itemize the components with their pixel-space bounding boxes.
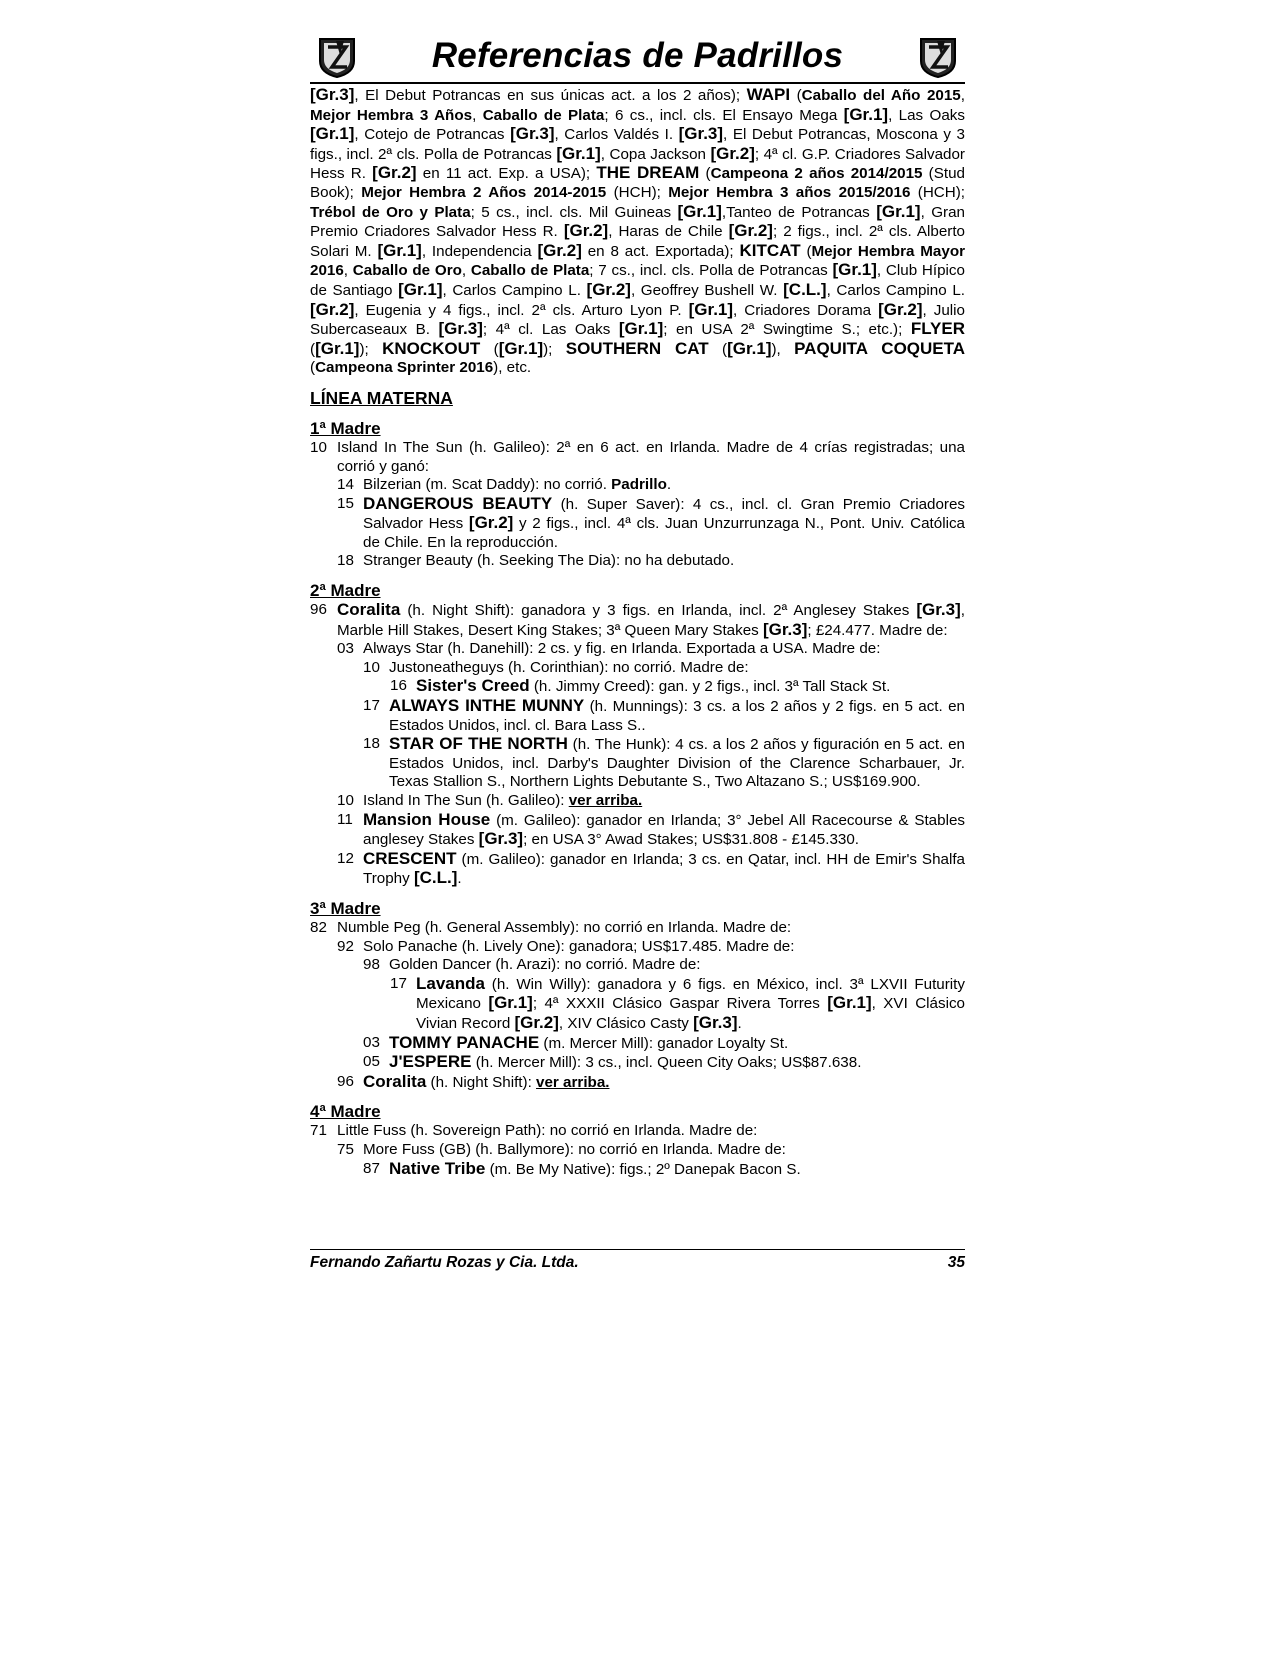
- text-run: [Gr.1]: [843, 104, 889, 124]
- text-run: (HCH);: [606, 183, 669, 201]
- text-run: ,: [343, 262, 353, 280]
- text-run: , Marble Hill Stakes, Desert King Stakes; 3ª Queen Mary Stakes: [337, 602, 965, 639]
- pedigree-entry: [310, 1160, 965, 1180]
- entry-year: 96: [310, 601, 327, 619]
- text-run: [Gr.1]: [827, 993, 872, 1013]
- text-run: [Gr.1]: [677, 201, 722, 221]
- text-run: [Gr.1]: [618, 319, 664, 339]
- text-run: Stranger Beauty (h. Seeking The Dia): no ha debutado.: [363, 552, 735, 570]
- text-run: ; 6 cs., incl. cls. El Ensayo Mega: [604, 106, 844, 124]
- pedigree-entry: [310, 1122, 965, 1141]
- text-run: (m. Be My Native): figs.; 2º Danepak Bacon S.: [485, 1160, 801, 1178]
- pedigree-entry: [310, 677, 965, 697]
- text-run: [Gr.3]: [762, 619, 808, 639]
- text-run: [Gr.3]: [438, 319, 483, 339]
- text-run: (m. Galileo): ganador en Irlanda; 3 cs. en Qatar, incl. HH de Emir's Shalfa Trophy: [363, 850, 965, 888]
- text-run: , Carlos Campino L.: [442, 281, 587, 299]
- text-run: Campeona Sprinter 2016: [315, 359, 494, 377]
- entry-year: 14: [337, 476, 354, 494]
- madre-heading: 1ª Madre: [310, 418, 381, 438]
- entry-year: 03: [363, 1033, 380, 1051]
- text-run: Mejor Hembra 3 Años: [310, 106, 473, 124]
- pedigree-entry: [310, 439, 965, 476]
- text-run: Island In The Sun (h. Galileo):: [363, 792, 569, 809]
- text-run: [Gr.3]: [693, 1012, 738, 1032]
- entry-year: 17: [390, 974, 407, 992]
- text-run: (: [800, 242, 812, 260]
- text-run: [Gr.2]: [710, 143, 755, 163]
- text-run: [Gr.1]: [488, 993, 533, 1013]
- text-run: [Gr.2]: [563, 221, 609, 241]
- text-run: Native Tribe: [389, 1158, 486, 1178]
- pedigree-entry: [310, 735, 965, 792]
- text-run: , Carlos Campino L.: [826, 281, 965, 299]
- text-run: ; 4ª cl. G.P. Criadores Salvador Hess R.: [310, 145, 965, 183]
- text-run: ,: [461, 262, 471, 280]
- entry-year: 96: [337, 1072, 354, 1090]
- text-run: [Gr.1]: [498, 338, 544, 358]
- text-run: , Haras de Chile: [608, 223, 729, 241]
- text-run: FLYER: [910, 319, 965, 339]
- text-run: [Gr.2]: [728, 221, 773, 241]
- entry-year: 92: [337, 937, 354, 955]
- text-run: (h. Super Saver): 4 cs., incl. cl. Gran Premio Criadores Salvador Hess: [363, 495, 966, 533]
- text-run: Golden Dancer (h. Arazi): no corrió. Madre de:: [389, 956, 701, 974]
- pedigree-entry: [310, 495, 965, 553]
- page-title: Referencias de Padrillos: [431, 36, 844, 75]
- text-run: (: [310, 340, 316, 358]
- pedigree-entry: [310, 811, 965, 850]
- text-run: [Gr.2]: [310, 299, 355, 319]
- text-run: ALWAYS INTHE MUNNY: [389, 696, 585, 716]
- text-run: KITCAT: [739, 240, 801, 260]
- pedigree-entry: [310, 792, 965, 811]
- text-run: );: [543, 340, 566, 358]
- text-run: Mejor Hembra 2 Años 2014-2015: [361, 183, 607, 201]
- text-run: [Gr.1]: [310, 124, 355, 144]
- text-run: Sister's Creed: [416, 676, 530, 696]
- text-run: (h. Munnings): 3 cs. a los 2 años y 2 figs. en 5 act. en Estados Unidos, incl. cl. Bara Lass S..: [389, 698, 965, 734]
- text-run: [Gr.2]: [537, 240, 582, 260]
- text-run: , Cotejo de Potrancas: [354, 126, 511, 144]
- text-run: (h. Win Willy): ganadora y 6 figs. en México, incl. 3ª LXVII Futurity Mexicano: [416, 975, 965, 1013]
- text-run: , Criadores Dorama: [733, 301, 879, 319]
- text-run: J'ESPERE: [389, 1052, 472, 1072]
- pedigree-entry: [310, 552, 965, 571]
- pedigree-entry: [310, 640, 965, 659]
- text-run: [C.L.]: [413, 868, 458, 888]
- text-run: Justoneatheguys (h. Corinthian): no corrió. Madre de:: [389, 658, 749, 676]
- text-run: Campeona 2 años 2014/2015: [710, 165, 923, 183]
- text-run: [Gr.2]: [372, 163, 417, 183]
- text-run: .: [457, 870, 462, 888]
- text-run: ),: [771, 340, 795, 358]
- text-run: [Gr.3]: [916, 600, 961, 620]
- text-run: ; £24.477. Madre de:: [807, 621, 948, 639]
- text-run: [Gr.3]: [310, 85, 355, 104]
- text-run: , El Debut Potrancas en sus únicas act. a los 2 años);: [354, 87, 747, 104]
- entry-year: 82: [310, 918, 327, 936]
- pedigree-entry: [310, 1053, 965, 1073]
- text-run: , Gran Premio Criadores Salvador Hess R.: [310, 203, 965, 241]
- entry-year: 87: [363, 1159, 380, 1177]
- text-run: , Club Hípico de Santiago: [310, 262, 965, 299]
- text-run: en 8 act. Exportada);: [581, 242, 740, 260]
- text-run: [Gr.3]: [478, 829, 524, 849]
- text-run: , Las Oaks: [888, 106, 965, 124]
- text-run: (: [708, 340, 728, 358]
- text-run: ,: [960, 87, 965, 104]
- pedigree-entry: [310, 975, 965, 1034]
- text-run: (h. Mercer Mill): 3 cs., incl. Queen City Oaks; US$87.638.: [471, 1054, 862, 1072]
- text-run: , Geoffrey Bushell W.: [630, 281, 784, 299]
- document-page: [310, 30, 965, 1179]
- text-run: );: [359, 340, 383, 358]
- text-run: ; 7 cs., incl. cls. Polla de Potrancas: [589, 262, 833, 280]
- entry-year: 15: [337, 494, 354, 512]
- text-run: .: [737, 1014, 742, 1032]
- pedigree-entry: [310, 919, 965, 938]
- pedigree-entry: [310, 697, 965, 735]
- text-run: Solo Panache (h. Lively One): ganadora; US$17.485. Madre de:: [363, 937, 795, 955]
- entry-year: 03: [337, 640, 354, 658]
- text-run: (: [699, 165, 711, 183]
- pedigree-entry: [310, 850, 965, 889]
- text-run: [Gr.2]: [514, 1012, 559, 1032]
- text-run: (m. Galileo): ganador en Irlanda; 3° Jebel All Racecourse & Stables anglesey Stakes: [363, 811, 965, 849]
- text-run: (h. Night Shift):: [426, 1073, 537, 1091]
- pedigree-entry: [310, 659, 965, 678]
- text-run: Little Fuss (h. Sovereign Path): no corrió en Irlanda. Madre de:: [337, 1122, 758, 1140]
- text-run: WAPI: [746, 85, 791, 104]
- text-run: , Copa Jackson: [600, 145, 711, 163]
- pedigree-entry: [310, 601, 965, 640]
- text-run: ; 4ª XXXII Clásico Gaspar Rivera Torres: [532, 995, 828, 1013]
- text-run: ; en USA 2ª Swingtime S.; etc.);: [663, 321, 911, 339]
- text-run: (h. Night Shift): ganadora y 3 figs. en Irlanda, incl. 2ª Anglesey Stakes: [400, 602, 917, 620]
- text-run: .: [666, 476, 672, 494]
- text-run: y 2 figs., incl. 4ª cls. Juan Unzurrunzaga N., Pont. Univ. Católica de Chile. En la reproducción.: [363, 515, 965, 551]
- entry-year: 17: [363, 697, 380, 715]
- text-run: Padrillo: [611, 476, 667, 494]
- text-run: Caballo de Plata: [482, 106, 605, 124]
- text-run: [Gr.1]: [398, 279, 443, 299]
- text-run: en 11 act. Exp. a USA);: [416, 165, 597, 183]
- madre-heading: 2ª Madre: [310, 581, 381, 601]
- text-run: , El Debut Potrancas, Moscona y 3 figs., incl. 2ª cls. Polla de Potrancas: [310, 126, 965, 163]
- text-run: Island In The Sun (h. Galileo): 2ª en 6 act. en Irlanda. Madre de 4 crías registradas; una corrió y ganó:: [337, 438, 965, 475]
- text-run: ), etc.: [493, 359, 532, 377]
- text-run: [Gr.1]: [688, 299, 734, 319]
- text-run: Mansion House: [363, 809, 491, 829]
- text-run: [Gr.3]: [510, 124, 555, 144]
- text-run: Caballo de Plata: [470, 262, 590, 280]
- text-run: [Gr.2]: [586, 279, 631, 299]
- text-run: Lavanda: [416, 973, 485, 993]
- intro-paragraph: [310, 86, 965, 378]
- text-run: Always Star (h. Danehill): 2 cs. y fig. en Irlanda. Exportada a USA. Madre de:: [363, 640, 881, 658]
- text-run: , Independencia: [421, 242, 538, 260]
- text-run: (Stud Book);: [310, 165, 965, 201]
- pedigree-entry: [310, 1141, 965, 1160]
- text-run: (m. Mercer Mill): ganador Loyalty St.: [539, 1034, 789, 1052]
- text-run: , Carlos Valdés I.: [554, 126, 679, 144]
- text-run: [Gr.1]: [315, 338, 360, 358]
- logo-icon: [915, 33, 961, 79]
- entry-year: 71: [310, 1122, 327, 1140]
- text-run: [C.L.]: [783, 279, 827, 299]
- text-run: SOUTHERN CAT: [565, 338, 709, 358]
- entry-year: 12: [337, 849, 354, 867]
- page-number: 35: [947, 1254, 965, 1271]
- text-run: DANGEROUS BEAUTY: [363, 493, 553, 513]
- text-run: Caballo de Oro: [352, 262, 462, 280]
- text-run: [Gr.2]: [468, 513, 514, 533]
- section-title: LÍNEA MATERNA: [310, 387, 453, 408]
- text-run: ,: [472, 106, 483, 124]
- pedigree-entry: [310, 1034, 965, 1054]
- text-run: ,Tanteo de Potrancas: [721, 203, 877, 221]
- text-run: More Fuss (GB) (h. Ballymore): no corrió en Irlanda. Madre de:: [363, 1140, 786, 1158]
- text-run: (h. Jimmy Creed): gan. y 2 figs., incl. 3ª Tall Stack St.: [529, 678, 891, 696]
- text-run: CRESCENT: [363, 848, 457, 868]
- text-run: (h. The Hunk): 4 cs. a los 2 años y figuración en 5 act. en Estados Unidos, incl. Darby's Daughter Division of the Clarence Scharbauer, Jr. Texas Stallion S., Northern Lights Debutante S., Two Altazano S.; US$169.900.: [389, 736, 965, 791]
- entry-year: 10: [363, 658, 380, 676]
- text-run: THE DREAM: [596, 163, 700, 183]
- text-run: Caballo del Año 2015: [801, 87, 961, 104]
- text-run: (: [790, 87, 802, 104]
- text-run: [Gr.1]: [377, 240, 422, 260]
- text-run: Trébol de Oro y Plata: [310, 203, 471, 221]
- text-run: Mejor Hembra 3 años 2015/2016: [668, 183, 911, 201]
- text-run: KNOCKOUT: [382, 338, 481, 358]
- text-run: ; 2 figs., incl. 2ª cls. Alberto Solari M.: [310, 223, 965, 260]
- entry-year: 11: [337, 810, 353, 828]
- cross-reference-link[interactable]: ver arriba.: [536, 1073, 610, 1091]
- text-run: [Gr.1]: [727, 338, 772, 358]
- text-run: , Julio Subercaseaux B.: [310, 301, 966, 339]
- text-run: (: [480, 340, 499, 358]
- text-run: , Eugenia y 4 figs., incl. 2ª cls. Arturo Lyon P.: [354, 301, 689, 319]
- text-run: ; 5 cs., incl. cls. Mil Guineas: [470, 203, 678, 221]
- text-run: [Gr.2]: [878, 299, 923, 319]
- text-run: [Gr.1]: [832, 260, 877, 280]
- madre-heading: 4ª Madre: [310, 1102, 381, 1122]
- text-run: (: [310, 359, 316, 377]
- text-run: Coralita: [337, 600, 401, 620]
- cross-reference-link[interactable]: ver arriba.: [568, 792, 643, 809]
- text-run: Mejor Hembra Mayor 2016: [310, 242, 966, 280]
- text-run: ; en USA 3° Awad Stakes; US$31.808 - £145.330.: [523, 831, 860, 849]
- text-run: [Gr.1]: [556, 143, 601, 163]
- text-run: PAQUITA COQUETA: [794, 338, 966, 358]
- text-run: , XVI Clásico Vivian Record: [416, 995, 965, 1032]
- maternal-line: [310, 418, 965, 1179]
- text-run: , XIV Clásico Casty: [558, 1014, 694, 1032]
- text-run: Coralita: [363, 1071, 427, 1091]
- page-footer: [310, 1249, 965, 1274]
- entry-year: 10: [337, 792, 354, 809]
- footer-company: Fernando Zañartu Rozas y Cia. Ltda.: [310, 1254, 579, 1271]
- entry-year: 98: [363, 956, 380, 974]
- entry-year: 18: [363, 735, 380, 753]
- text-run: (HCH);: [910, 183, 966, 201]
- entry-year: 16: [390, 677, 407, 695]
- pedigree-entry: [310, 1073, 965, 1093]
- text-run: STAR OF THE NORTH: [389, 734, 568, 754]
- madre-heading: 3ª Madre: [310, 898, 381, 918]
- entry-year: 18: [337, 552, 354, 570]
- pedigree-entry: [310, 956, 965, 975]
- text-run: [Gr.1]: [876, 201, 921, 221]
- pedigree-entry: [310, 476, 965, 495]
- entry-year: 75: [337, 1140, 354, 1158]
- entry-year: 05: [363, 1053, 380, 1071]
- text-run: ; 4ª cl. Las Oaks: [482, 321, 619, 339]
- page-header: [310, 30, 965, 84]
- text-run: Bilzerian (m. Scat Daddy): no corrió.: [363, 476, 612, 494]
- text-run: Numble Peg (h. General Assembly): no corrió en Irlanda. Madre de:: [337, 918, 792, 936]
- text-run: [Gr.3]: [678, 124, 724, 144]
- entry-year: 10: [310, 438, 327, 456]
- text-run: TOMMY PANACHE: [389, 1032, 540, 1052]
- pedigree-entry: [310, 938, 965, 957]
